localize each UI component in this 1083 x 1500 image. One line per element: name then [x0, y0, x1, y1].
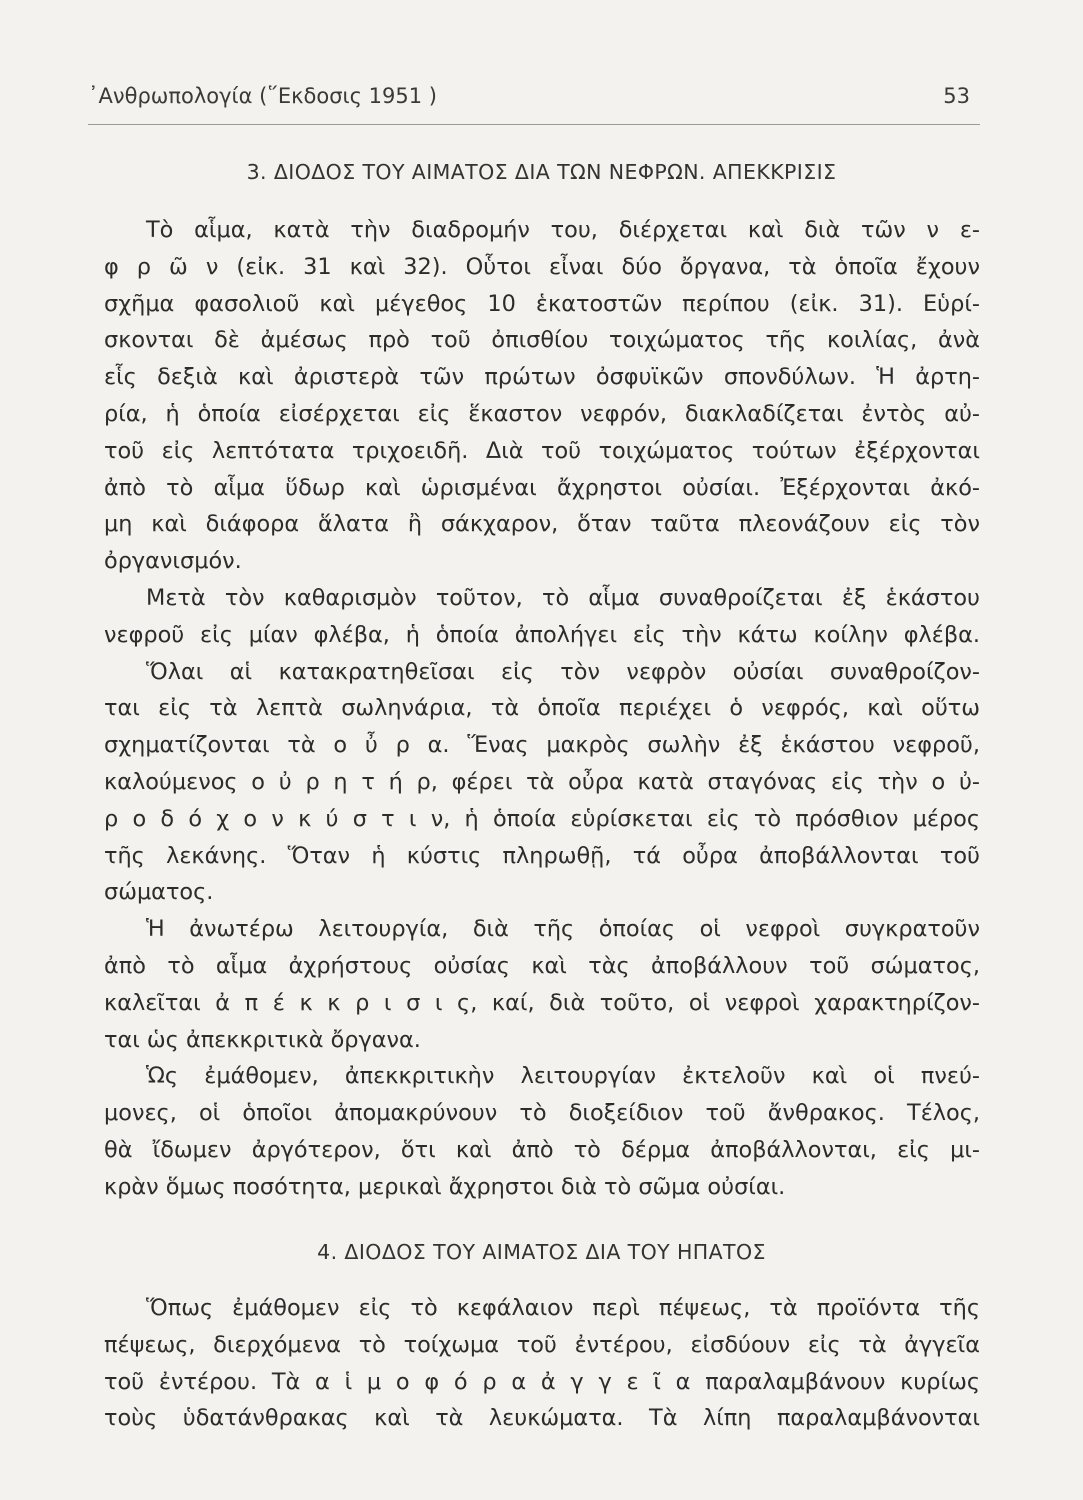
text-line: πέψεως, διερχόμενα τὸ τοίχωμα τοῦ ἐντέρου, εἰσδύουν εἰς τὰ ἀγγεῖα — [104, 1331, 980, 1358]
text-line: σχηματίζονται τὰ ο ὖ ρ α. Ἕνας μακρὸς σωλὴν ἐξ ἑκάστου νεφροῦ, — [104, 732, 980, 759]
page-header — [88, 84, 980, 125]
text-line: Τὸ αἷμα, κατὰ τὴν διαδρομήν του, διέρχεται καὶ διὰ τῶν ν ε- — [146, 217, 980, 243]
text-line: ὀργανισμόν. — [104, 548, 242, 575]
text-line: ρ ο δ ό χ ο ν κ ύ σ τ ι ν, ἡ ὁποία εὑρίσκεται εἰς τὸ πρόσθιον μέρος — [104, 805, 980, 832]
text-line: φ ρ ῶ ν (εἰκ. 31 καὶ 32). Οὗτοι εἶναι δύο ὄργανα, τὰ ὁποῖα ἔχουν — [104, 253, 980, 280]
text-line: ἀπὸ τὸ αἷμα ὕδωρ καὶ ὡρισμέναι ἄχρηστοι οὐσίαι. Ἐξέρχονται ἀκό- — [104, 474, 980, 501]
text-line: Ὅπως ἐμάθομεν εἰς τὸ κεφάλαιον περὶ πέψεως, τὰ προϊόντα τῆς — [146, 1295, 980, 1321]
text-line: Ἡ ἀνωτέρω λειτουργία, διὰ τῆς ὁποίας οἱ νεφροὶ συγκρατοῦν — [146, 916, 980, 943]
text-line: Ὡς ἐμάθομεν, ἀπεκκριτικὴν λειτουργίαν ἐκτελοῦν καὶ οἱ πνεύ- — [146, 1063, 980, 1090]
text-line: σώματος. — [104, 879, 214, 906]
section-3-body — [104, 212, 980, 1206]
text-line: ἀπὸ τὸ αἷμα ἀχρήστους οὐσίας καὶ τὰς ἀποβάλλουν τοῦ σώματος, — [104, 952, 980, 979]
text-line: θὰ ἴδωμεν ἀργότερον, ὅτι καὶ ἀπὸ τὸ δέρμα ἀποβάλλονται, εἰς μι- — [104, 1136, 980, 1163]
text-line: ται εἰς τὰ λεπτὰ σωληνάρια, τὰ ὁποῖα περιέχει ὁ νεφρός, καὶ οὕτω — [104, 695, 980, 722]
text-line: μη καὶ διάφορα ἅλατα ἢ σάκχαρον, ὅταν ταῦτα πλεονάζουν εἰς τὸν — [104, 511, 980, 538]
text-line: σχῆμα φασολιοῦ καὶ μέγεθος 10 ἑκατοστῶν περίπου (εἰκ. 31). Εὑρί- — [104, 290, 980, 317]
text-line: ται ὡς ἀπεκκριτικὰ ὄργανα. — [104, 1026, 421, 1053]
text-line: μονες, οἱ ὁποῖοι ἀπομακρύνουν τὸ διοξείδιον τοῦ ἄνθρακος. Τέλος, — [104, 1100, 980, 1127]
text-line: νεφροῦ εἰς μίαν φλέβα, ἡ ὁποία ἀπολήγει εἰς τὴν κάτω κοίλην φλέβα. — [104, 621, 980, 648]
section-4-heading: 4. ΔΙΟΔΟΣ ΤΟΥ ΑΙΜΑΤΟΣ ΔΙΑ ΤΟΥ ΗΠΑΤΟΣ — [317, 1240, 766, 1264]
text-line: κρὰν ὅμως ποσότητα, μερικαὶ ἄχρηστοι διὰ τὸ σῶμα οὐσίαι. — [104, 1173, 786, 1200]
text-line: σκονται δὲ ἀμέσως πρὸ τοῦ ὀπισθίου τοιχώματος τῆς κοιλίας, ἀνὰ — [104, 327, 980, 354]
section-3-heading: 3. ΔΙΟΔΟΣ ΤΟΥ ΑΙΜΑΤΟΣ ΔΙΑ ΤΩΝ ΝΕΦΡΩΝ. ΑΠΕΚΚΡΙΣΙΣ — [246, 160, 837, 184]
text-line: καλεῖται ἀ π έ κ κ ρ ι σ ι ς, καί, διὰ τοῦτο, οἱ νεφροὶ χαρακτηρίζον- — [104, 989, 980, 1016]
section-4-body — [104, 1290, 980, 1437]
page-number: 53 — [943, 84, 970, 108]
running-title: ᾿Ανθρωπολογία (῞Εκδοσις 1951 ) — [88, 84, 437, 108]
text-line: Μετὰ τὸν καθαρισμὸν τοῦτον, τὸ αἷμα συναθροίζεται ἐξ ἑκάστου — [146, 584, 980, 611]
text-line: τῆς λεκάνης. Ὅταν ἡ κύστις πληρωθῇ, τά οὖρα ἀποβάλλονται τοῦ — [104, 842, 980, 869]
text-line: εἷς δεξιὰ καὶ ἀριστερὰ τῶν πρώτων ὀσφυϊκῶν σπονδύλων. Ἡ ἀρτη- — [104, 364, 980, 391]
text-line: Ὅλαι αἱ κατακρατηθεῖσαι εἰς τὸν νεφρὸν οὐσίαι συναθροίζον- — [146, 658, 980, 685]
text-line: τοῦ ἐντέρου. Τὰ α ἱ μ ο φ ό ρ α ἀ γ γ ε ῖ α παραλαμβάνουν κυρίως — [104, 1368, 980, 1395]
text-line: τοῦ εἰς λεπτότατα τριχοειδῆ. Διὰ τοῦ τοιχώματος τούτων ἐξέρχονται — [104, 437, 980, 464]
text-line: ρία, ἡ ὁποία εἰσέρχεται εἰς ἕκαστον νεφρόν, διακλαδίζεται ἐντὸς αὐ- — [104, 400, 980, 427]
text-line: καλούμενος ο ὐ ρ η τ ή ρ, φέρει τὰ οὖρα κατὰ σταγόνας εἰς τὴν ο ὐ- — [104, 768, 980, 795]
text-line: τοὺς ὑδατάνθρακας καὶ τὰ λευκώματα. Τὰ λίπη παραλαμβάνονται — [104, 1405, 980, 1432]
